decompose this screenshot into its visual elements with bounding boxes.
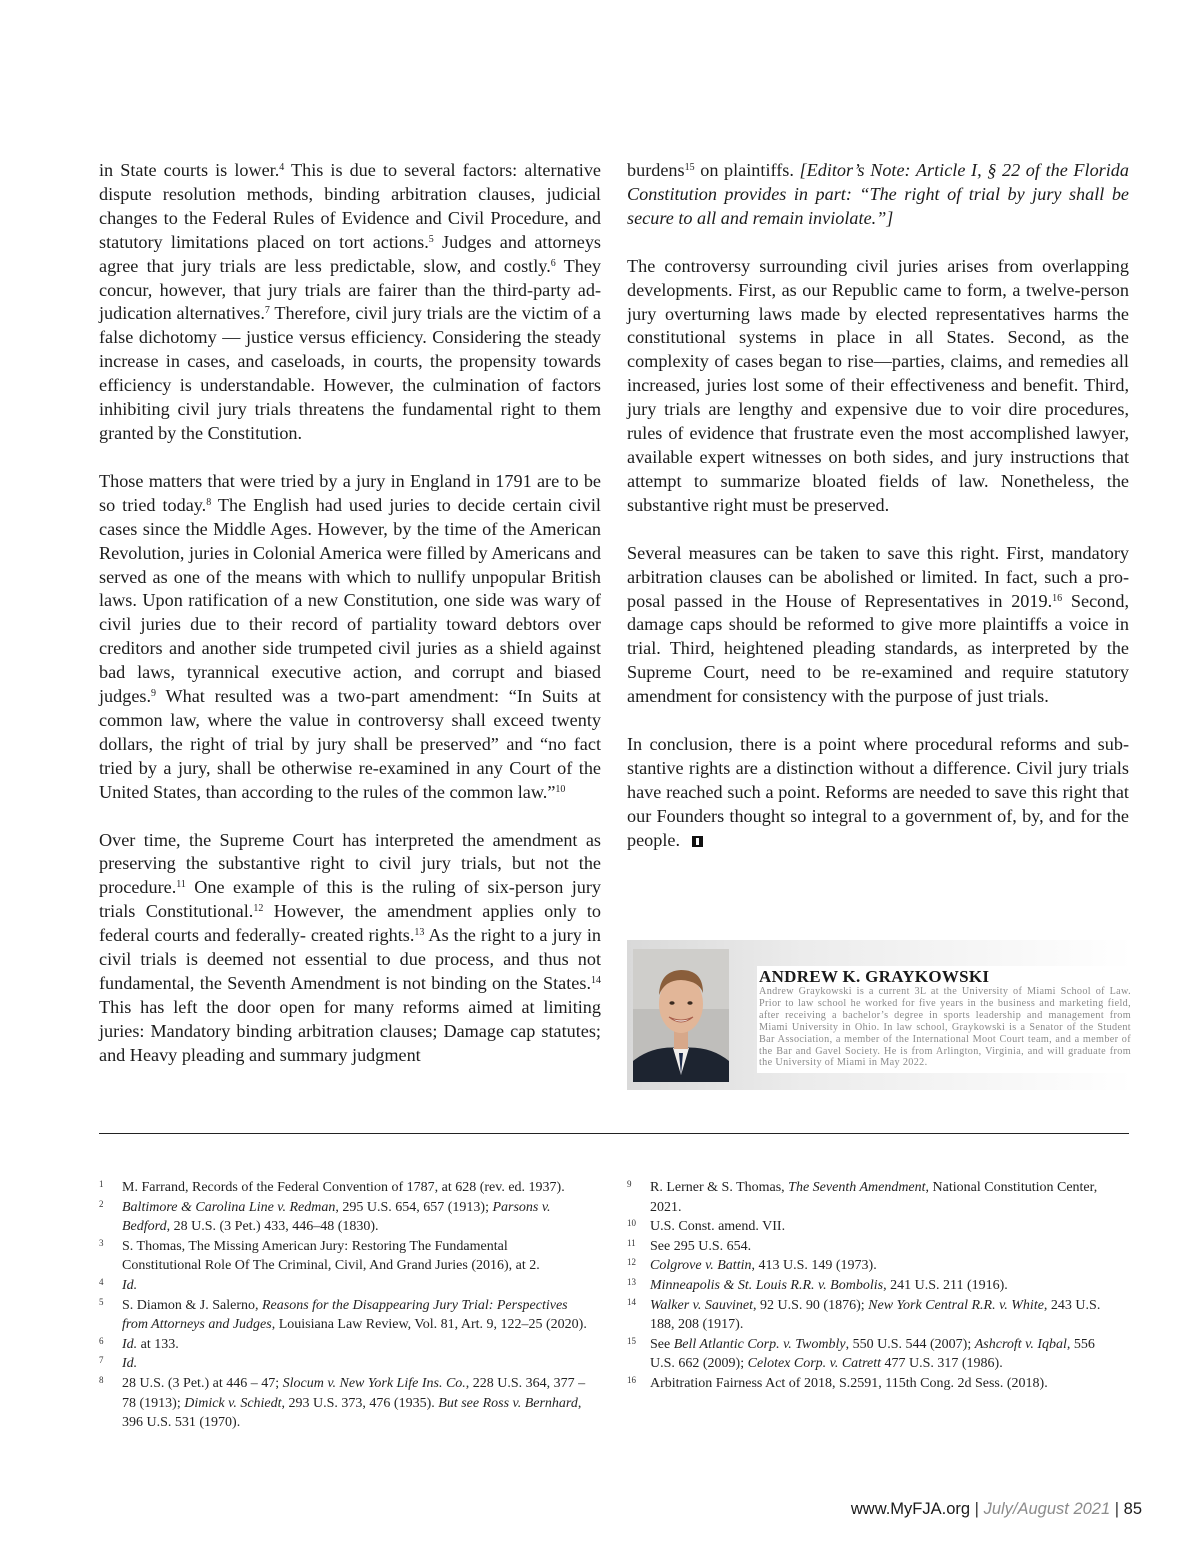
- footnote-divider: [99, 1133, 1129, 1134]
- footnote-number: 10: [627, 1218, 636, 1229]
- footnote-number: 8: [99, 1374, 104, 1385]
- footnote-run: , 28 U.S. (3 Pet.) 433, 446–48 (1830).: [166, 1219, 379, 1235]
- case-name: Walker v. Sauvinet: [650, 1297, 754, 1313]
- case-name: Id.: [122, 1356, 138, 1372]
- case-name: Colgrove v. Battin: [650, 1258, 752, 1274]
- article-paragraph: [627, 733, 1129, 853]
- footnote-ref: 11: [176, 879, 186, 891]
- footnote-text: [650, 1376, 1048, 1391]
- footnote-item: [627, 1296, 1115, 1335]
- footnote-number: 14: [627, 1296, 636, 1307]
- author-bio-text: [757, 966, 1131, 1073]
- footnote-ref: 4: [279, 162, 285, 173]
- case-name: Minneapolis & St. Louis R.R. v. Bombolis: [650, 1277, 884, 1293]
- footnote-run: , Louisiana Law Review, Vol. 81, Art. 9, 122–25 (2020).: [271, 1317, 587, 1333]
- footnote-run: , 295 U.S. 654, 657 (1913);: [335, 1199, 493, 1215]
- footnote-number: 12: [627, 1257, 636, 1268]
- footnote-number: 2: [99, 1198, 104, 1209]
- footnote-text: [122, 1239, 540, 1274]
- text-run: in State courts is lower.: [99, 160, 280, 180]
- article-paragraph: [99, 829, 601, 1068]
- footnote-number: 6: [99, 1335, 104, 1346]
- text-run: Several measures can be taken to save this right. First, mandatory arbitration clauses can be abolished or limited. In fact, such a proposal passed in the House of Representatives in 2019.: [627, 542, 1129, 611]
- article-paragraph: [627, 255, 1129, 518]
- author-name: ANDREW K. GRAYKOWSKI: [759, 967, 990, 986]
- case-name: Baltimore & Carolina Line v. Redman: [122, 1199, 336, 1215]
- footnote-item: [99, 1178, 587, 1198]
- footer-site: www.MyFJA.org: [850, 1500, 971, 1518]
- footnote-ref: 5: [428, 233, 434, 245]
- footnote-text: [650, 1278, 1008, 1293]
- case-name: Dimick v. Schiedt: [184, 1395, 282, 1411]
- footnote-text: [122, 1356, 137, 1371]
- footnote-item: [627, 1237, 1115, 1257]
- footnote-text: [650, 1239, 751, 1254]
- footnote-run: See 295 U.S. 654.: [650, 1238, 752, 1254]
- article-paragraph: [627, 542, 1129, 709]
- footnote-run: , 228 U.S. 364, 377 – 78 (1913);: [122, 1375, 586, 1411]
- article-paragraph: [99, 470, 601, 805]
- footnote-run: , 293 U.S. 373, 476 (1935).: [281, 1395, 439, 1411]
- footnote-number: 7: [99, 1355, 104, 1366]
- footnote-number: 13: [627, 1276, 636, 1287]
- author-photo: [633, 949, 729, 1082]
- footer-separator: |: [974, 1500, 979, 1518]
- case-name: Bell Atlantic Corp. v. Twombly: [673, 1336, 846, 1352]
- footnote-run: , National Constitution Center, 2021.: [650, 1180, 1098, 1215]
- footnote-item: [627, 1374, 1115, 1394]
- article-right-column: [627, 159, 1129, 877]
- footnote-item: [627, 1335, 1115, 1374]
- text-run: They concur, however, that jury trials are fairer than the third-party adjudication alternatives.: [99, 255, 601, 324]
- footnote-text: [122, 1278, 137, 1293]
- text-run: The controversy surrounding civil juries arises from overlapping developments. First, as our Republic came to form, a twelve-person jury overturning laws made by elected representatives harms the constitutional systems in place in all States. Second, as the complexity of cases began to rise—parties, claims, and remedies all increased, juries lost some of their effectiveness and benefit. Third, jury trials are lengthy and expensive due to voir dire procedures, rules of evidence that frustrate even the most accomplished lawyer, available expert witnesses on both sides, and jury instructions that attempt to summarize bloated fields of law. Nonetheless, the substantive right must be preserved.: [627, 255, 1129, 515]
- footnote-run: , 396 U.S. 531 (1970).: [122, 1395, 582, 1431]
- footnote-run: Arbitration Fairness Act of 2018, S.2591, 115th Cong. 2d Sess. (2018).: [650, 1375, 1048, 1391]
- footnote-text: [122, 1337, 179, 1352]
- footnote-item: [627, 1178, 1115, 1217]
- author-bio-box: [627, 940, 1133, 1090]
- footnote-run: M. Farrand, Records of the Federal Convention of 1787, at 628 (rev. ed. 1937).: [122, 1180, 565, 1195]
- footnote-run: R. Lerner & S. Thomas,: [650, 1180, 789, 1195]
- footnote-number: 11: [627, 1237, 636, 1248]
- footnote-ref: 13: [414, 927, 425, 939]
- footnote-run: at 133.: [137, 1336, 179, 1352]
- footnote-text: [650, 1337, 1095, 1372]
- article-paragraph: [627, 159, 1129, 231]
- case-name: New York Central R.R. v. White: [868, 1297, 1044, 1313]
- footnote-run: , 243 U.S. 188, 208 (1917).: [650, 1297, 1101, 1333]
- footnote-run: U.S. Const. amend. VII.: [650, 1219, 786, 1235]
- footnote-number: 5: [99, 1296, 104, 1307]
- case-name: The Seventh Amendment: [788, 1180, 926, 1195]
- end-of-article-icon: [692, 836, 703, 847]
- footnote-text: [122, 1376, 585, 1430]
- case-name: Slocum v. New York Life Ins. Co.: [282, 1375, 466, 1391]
- footnote-text: [122, 1298, 587, 1333]
- footnote-text: [650, 1219, 785, 1234]
- text-run: However, the amendment applies only to federal courts and federally- created rights.: [99, 901, 601, 946]
- footnote-text: [650, 1258, 877, 1273]
- footnote-ref: 8: [206, 496, 212, 508]
- footnotes-right: [627, 1178, 1115, 1394]
- footer-issue: July/August 2021: [983, 1500, 1111, 1518]
- italic-text: [Editor’s Note: Article I, § 22 of the Florida Constitution provides in part: “The right of trial by jury shall be secure to all and remain inviolate.”]: [627, 160, 1129, 228]
- text-run: As the right to a jury in civil trials is deemed not essential to due process, and thus not fundamental, the Seventh Amendment is not binding on the States.: [99, 925, 601, 993]
- footnote-ref: 12: [253, 903, 264, 915]
- text-run: Over time, the Supreme Court has interpreted the amendment as preserving the substantive right to civil jury trials, but not the procedure.: [99, 829, 601, 898]
- footnote-ref: 9: [151, 688, 157, 700]
- text-run: What resulted was a two-part amendment: “In Suits at common law, where the value in controversy shall exceed twenty dollars, the right of trial by jury shall be preserved” and “no fact tried by a jury, shall be otherwise re-examined in any Court of the United States, than according to the rules of the common law.”: [99, 686, 601, 802]
- article-left-column: [99, 159, 601, 1092]
- footnote-ref: 14: [591, 975, 601, 986]
- footnote-run: , 550 U.S. 544 (2007);: [845, 1336, 975, 1352]
- footnote-run: See: [650, 1336, 674, 1352]
- footnote-item: [99, 1237, 587, 1276]
- footnote-number: 3: [99, 1237, 104, 1248]
- footer-page-number: 85: [1123, 1500, 1142, 1518]
- footnote-number: 16: [627, 1374, 636, 1385]
- footer-separator-2: |: [1114, 1500, 1120, 1518]
- footnote-run: , 92 U.S. 90 (1876);: [753, 1297, 869, 1313]
- text-run: This is due to several factors: alternative dispute resolution methods, binding arbitration clauses, judicial changes to the Federal Rules of Evidence and Civil Procedure, and statutory limitations placed on tort actions.: [99, 160, 602, 252]
- text-run: Judges and attorneys agree that jury trials are less predictable, slow, and costly.: [99, 231, 602, 276]
- footnote-item: [99, 1198, 587, 1237]
- text-run: Therefore, civil jury trials are the victim of a false dichotomy — justice versus efficiency. Considering the steady increase in cases, and caseloads, in courts, the propensity towards efficiency is understandable. However, the culmination of factors inhibiting civil jury trials threatens the fundamental right to them granted by the Constitution.: [99, 303, 602, 443]
- footnote-ref: 7: [264, 305, 270, 317]
- case-name: Ashcroft v. Iqbal: [974, 1336, 1067, 1352]
- case-name: But see Ross v. Bernhard: [438, 1395, 578, 1411]
- case-name: Parsons v. Bedford: [122, 1199, 551, 1235]
- text-run: In conclusion, there is a point where procedural reforms and substantive rights are a distinction without a difference. Civil jury trials have reached such a point. Reforms are needed to save this right that our Founders thought so integral to a government of, by, and for the people.: [627, 734, 1129, 850]
- footnote-run: 477 U.S. 317 (1986).: [881, 1356, 1003, 1372]
- footnote-text: [122, 1180, 565, 1195]
- case-name: Id.: [122, 1277, 138, 1293]
- text-run: on plaintiffs.: [694, 160, 800, 180]
- author-description: Andrew Graykowski is a current 3L at the University of Miami School of Law. Prior to law school he worked for five years in the business and marketing field, after receiving a bachelor’s degree in sports leadership and management from Miami University in Ohio. In law school, Graykowski is a Senator of the Student Bar Association, a member of the International Moot Court team, and a member of the Bar and Gavel Society. He is from Arlington, Virginia, and will graduate from the University of Miami in May 2022.: [759, 986, 1131, 1069]
- footnote-number: 4: [99, 1276, 104, 1287]
- footnote-run: 28 U.S. (3 Pet.) at 446 – 47;: [122, 1375, 283, 1391]
- footnote-ref: 16: [1052, 592, 1063, 604]
- footnote-text: [650, 1180, 1097, 1215]
- footnote-item: [627, 1217, 1115, 1237]
- text-run: burdens: [627, 160, 685, 180]
- footnote-item: [99, 1374, 587, 1433]
- text-run: The English had used juries to decide certain civil cases since the Middle Ages. However, by the time of the American Revolution, juries in Colonial America were filled by Americans and served as one of the means with which to nullify unpopular British laws. Upon ratification of a new Constitution, one side was wary of civil juries due to their record of partiality toward debtors over creditors and another side trumpeted civil juries as a shield against bad laws, tyrannical executive action, and corrupt and biased judges.: [99, 494, 601, 707]
- footnotes-left: [99, 1178, 587, 1433]
- article-paragraph: [99, 159, 601, 446]
- footnote-item: [99, 1354, 587, 1374]
- footnote-ref: 15: [684, 162, 695, 173]
- page-footer: [851, 1500, 1142, 1519]
- case-name: Reasons for the Disappearing Jury Trial: Perspectives from Attorneys and Judges: [122, 1297, 568, 1333]
- footnote-run: S. Thomas, The Missing American Jury: Restoring The Fundamental Constitutional Role Of The Criminal, Civil, And Grand Juries (2016), at 2.: [122, 1238, 540, 1274]
- case-name: Celotex Corp. v. Catrett: [747, 1356, 881, 1372]
- footnote-ref: 6: [550, 257, 556, 269]
- footnote-number: 1: [99, 1179, 104, 1189]
- footnote-run: S. Diamon & J. Salerno,: [122, 1297, 262, 1313]
- case-name: Id.: [122, 1336, 138, 1352]
- footnote-ref: 10: [555, 783, 566, 795]
- text-run: Those matters that were tried by a jury in England in 1791 are to be so tried today.: [99, 470, 601, 515]
- text-run: One example of this is the ruling of six-person jury trials Constitutional.: [99, 877, 601, 922]
- text-run: Second, damage caps should be reformed to give more plaintiffs a voice in trial. Third, heightened pleading standards, as interpreted by the Supreme Court, need to be re-examined and require statutory amendment for consistency with the purpose of just trials.: [627, 590, 1129, 707]
- footnote-text: [122, 1200, 551, 1235]
- footnote-item: [99, 1296, 587, 1335]
- footnote-number: 9: [627, 1179, 632, 1189]
- footnote-item: [99, 1276, 587, 1296]
- footnote-number: 15: [627, 1335, 636, 1346]
- footnote-item: [627, 1276, 1115, 1296]
- footnote-item: [627, 1256, 1115, 1276]
- footnote-run: , 556 U.S. 662 (2009);: [650, 1336, 1095, 1372]
- footnote-run: , 241 U.S. 211 (1916).: [883, 1277, 1008, 1293]
- footnote-text: [650, 1298, 1100, 1333]
- footnote-item: [99, 1335, 587, 1355]
- footnote-run: , 413 U.S. 149 (1973).: [751, 1258, 877, 1274]
- text-run: This has left the door open for many reforms aimed at limiting juries: Mandatory binding arbitration clauses; Damage cap statutes; and Heavy pleading and summary judgment: [99, 996, 601, 1065]
